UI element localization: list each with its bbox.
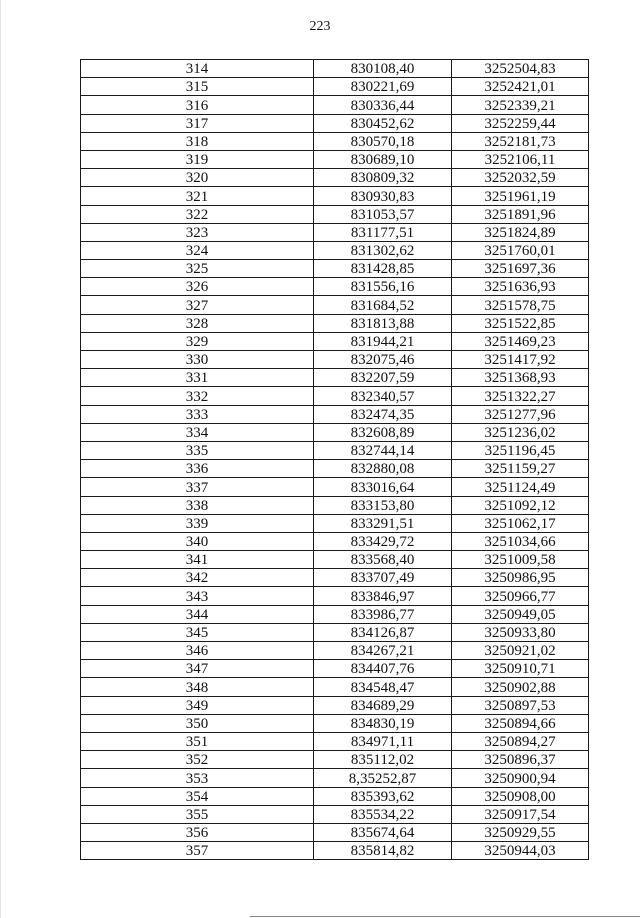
y-coordinate-cell: 3251824,89 bbox=[452, 223, 589, 241]
point-number-cell: 321 bbox=[81, 187, 314, 205]
x-coordinate-cell: 835814,82 bbox=[314, 842, 452, 860]
x-coordinate-cell: 831684,52 bbox=[314, 296, 452, 314]
y-coordinate-cell: 3250894,66 bbox=[452, 714, 589, 732]
table-row bbox=[81, 696, 589, 714]
point-number-cell: 332 bbox=[81, 387, 314, 405]
coordinates-table bbox=[80, 59, 589, 860]
y-coordinate-cell: 3251636,93 bbox=[452, 278, 589, 296]
x-coordinate-cell: 833568,40 bbox=[314, 551, 452, 569]
y-coordinate-cell: 3251578,75 bbox=[452, 296, 589, 314]
point-number-cell: 318 bbox=[81, 132, 314, 150]
point-number-cell: 336 bbox=[81, 460, 314, 478]
y-coordinate-cell: 3251277,96 bbox=[452, 405, 589, 423]
table-row bbox=[81, 405, 589, 423]
y-coordinate-cell: 3250986,95 bbox=[452, 569, 589, 587]
table-row bbox=[81, 369, 589, 387]
point-number-cell: 319 bbox=[81, 150, 314, 168]
point-number-cell: 322 bbox=[81, 205, 314, 223]
y-coordinate-cell: 3250900,94 bbox=[452, 769, 589, 787]
x-coordinate-cell: 833016,64 bbox=[314, 478, 452, 496]
y-coordinate-cell: 3250921,02 bbox=[452, 642, 589, 660]
x-coordinate-cell: 830570,18 bbox=[314, 132, 452, 150]
table-row bbox=[81, 351, 589, 369]
table-row bbox=[81, 460, 589, 478]
y-coordinate-cell: 3251062,17 bbox=[452, 514, 589, 532]
x-coordinate-cell: 834548,47 bbox=[314, 678, 452, 696]
table-row bbox=[81, 187, 589, 205]
table-row bbox=[81, 605, 589, 623]
point-number-cell: 351 bbox=[81, 732, 314, 750]
x-coordinate-cell: 830809,32 bbox=[314, 169, 452, 187]
point-number-cell: 342 bbox=[81, 569, 314, 587]
point-number-cell: 345 bbox=[81, 623, 314, 641]
x-coordinate-cell: 8,35252,87 bbox=[314, 769, 452, 787]
x-coordinate-cell: 832075,46 bbox=[314, 351, 452, 369]
x-coordinate-cell: 834267,21 bbox=[314, 642, 452, 660]
table-row bbox=[81, 805, 589, 823]
x-coordinate-cell: 835112,02 bbox=[314, 751, 452, 769]
scan-edge-line bbox=[0, 0, 1, 918]
table-row bbox=[81, 332, 589, 350]
y-coordinate-cell: 3251522,85 bbox=[452, 314, 589, 332]
y-coordinate-cell: 3252259,44 bbox=[452, 114, 589, 132]
point-number-cell: 352 bbox=[81, 751, 314, 769]
point-number-cell: 346 bbox=[81, 642, 314, 660]
point-number-cell: 323 bbox=[81, 223, 314, 241]
table-row bbox=[81, 514, 589, 532]
y-coordinate-cell: 3250896,37 bbox=[452, 751, 589, 769]
x-coordinate-cell: 831302,62 bbox=[314, 241, 452, 259]
x-coordinate-cell: 830221,69 bbox=[314, 78, 452, 96]
point-number-cell: 340 bbox=[81, 532, 314, 550]
y-coordinate-cell: 3251760,01 bbox=[452, 241, 589, 259]
point-number-cell: 330 bbox=[81, 351, 314, 369]
x-coordinate-cell: 830336,44 bbox=[314, 96, 452, 114]
point-number-cell: 325 bbox=[81, 260, 314, 278]
point-number-cell: 314 bbox=[81, 60, 314, 78]
table-row bbox=[81, 569, 589, 587]
y-coordinate-cell: 3250917,54 bbox=[452, 805, 589, 823]
page-number: 223 bbox=[309, 19, 331, 34]
y-coordinate-cell: 3251124,49 bbox=[452, 478, 589, 496]
table-row bbox=[81, 441, 589, 459]
y-coordinate-cell: 3251697,36 bbox=[452, 260, 589, 278]
point-number-cell: 344 bbox=[81, 605, 314, 623]
point-number-cell: 331 bbox=[81, 369, 314, 387]
point-number-cell: 350 bbox=[81, 714, 314, 732]
page-bottom-edge bbox=[250, 916, 640, 917]
point-number-cell: 338 bbox=[81, 496, 314, 514]
table-row bbox=[81, 423, 589, 441]
table-row bbox=[81, 496, 589, 514]
table-row bbox=[81, 587, 589, 605]
point-number-cell: 339 bbox=[81, 514, 314, 532]
x-coordinate-cell: 833153,80 bbox=[314, 496, 452, 514]
point-number-cell: 317 bbox=[81, 114, 314, 132]
point-number-cell: 343 bbox=[81, 587, 314, 605]
point-number-cell: 354 bbox=[81, 787, 314, 805]
table-row bbox=[81, 260, 589, 278]
table-row bbox=[81, 114, 589, 132]
table-row bbox=[81, 205, 589, 223]
point-number-cell: 328 bbox=[81, 314, 314, 332]
y-coordinate-cell: 3252504,83 bbox=[452, 60, 589, 78]
y-coordinate-cell: 3252421,01 bbox=[452, 78, 589, 96]
table-row bbox=[81, 314, 589, 332]
x-coordinate-cell: 830108,40 bbox=[314, 60, 452, 78]
x-coordinate-cell: 833707,49 bbox=[314, 569, 452, 587]
table-row bbox=[81, 551, 589, 569]
table-row bbox=[81, 241, 589, 259]
table-row bbox=[81, 787, 589, 805]
point-number-cell: 347 bbox=[81, 660, 314, 678]
table-row bbox=[81, 296, 589, 314]
table-row bbox=[81, 223, 589, 241]
table-row bbox=[81, 732, 589, 750]
y-coordinate-cell: 3250910,71 bbox=[452, 660, 589, 678]
point-number-cell: 324 bbox=[81, 241, 314, 259]
coordinates-table-body bbox=[81, 60, 589, 860]
x-coordinate-cell: 834407,76 bbox=[314, 660, 452, 678]
point-number-cell: 335 bbox=[81, 441, 314, 459]
point-number-cell: 355 bbox=[81, 805, 314, 823]
x-coordinate-cell: 830930,83 bbox=[314, 187, 452, 205]
table-row bbox=[81, 78, 589, 96]
y-coordinate-cell: 3250894,27 bbox=[452, 732, 589, 750]
table-row bbox=[81, 387, 589, 405]
table-row bbox=[81, 823, 589, 841]
y-coordinate-cell: 3250902,88 bbox=[452, 678, 589, 696]
x-coordinate-cell: 833429,72 bbox=[314, 532, 452, 550]
y-coordinate-cell: 3251891,96 bbox=[452, 205, 589, 223]
x-coordinate-cell: 835393,62 bbox=[314, 787, 452, 805]
y-coordinate-cell: 3251034,66 bbox=[452, 532, 589, 550]
x-coordinate-cell: 832744,14 bbox=[314, 441, 452, 459]
point-number-cell: 349 bbox=[81, 696, 314, 714]
point-number-cell: 348 bbox=[81, 678, 314, 696]
point-number-cell: 341 bbox=[81, 551, 314, 569]
point-number-cell: 353 bbox=[81, 769, 314, 787]
y-coordinate-cell: 3250966,77 bbox=[452, 587, 589, 605]
y-coordinate-cell: 3251009,58 bbox=[452, 551, 589, 569]
y-coordinate-cell: 3250933,80 bbox=[452, 623, 589, 641]
y-coordinate-cell: 3250908,00 bbox=[452, 787, 589, 805]
x-coordinate-cell: 835674,64 bbox=[314, 823, 452, 841]
x-coordinate-cell: 833986,77 bbox=[314, 605, 452, 623]
x-coordinate-cell: 831177,51 bbox=[314, 223, 452, 241]
y-coordinate-cell: 3251236,02 bbox=[452, 423, 589, 441]
point-number-cell: 320 bbox=[81, 169, 314, 187]
y-coordinate-cell: 3250929,55 bbox=[452, 823, 589, 841]
y-coordinate-cell: 3251159,27 bbox=[452, 460, 589, 478]
x-coordinate-cell: 831813,88 bbox=[314, 314, 452, 332]
x-coordinate-cell: 832880,08 bbox=[314, 460, 452, 478]
x-coordinate-cell: 834830,19 bbox=[314, 714, 452, 732]
x-coordinate-cell: 832608,89 bbox=[314, 423, 452, 441]
y-coordinate-cell: 3251417,92 bbox=[452, 351, 589, 369]
table-row bbox=[81, 678, 589, 696]
y-coordinate-cell: 3251322,27 bbox=[452, 387, 589, 405]
table-row bbox=[81, 278, 589, 296]
point-number-cell: 329 bbox=[81, 332, 314, 350]
table-row bbox=[81, 642, 589, 660]
x-coordinate-cell: 833846,97 bbox=[314, 587, 452, 605]
x-coordinate-cell: 833291,51 bbox=[314, 514, 452, 532]
x-coordinate-cell: 831428,85 bbox=[314, 260, 452, 278]
x-coordinate-cell: 832340,57 bbox=[314, 387, 452, 405]
point-number-cell: 326 bbox=[81, 278, 314, 296]
point-number-cell: 334 bbox=[81, 423, 314, 441]
y-coordinate-cell: 3251368,93 bbox=[452, 369, 589, 387]
x-coordinate-cell: 834971,11 bbox=[314, 732, 452, 750]
point-number-cell: 327 bbox=[81, 296, 314, 314]
table-row bbox=[81, 842, 589, 860]
point-number-cell: 315 bbox=[81, 78, 314, 96]
y-coordinate-cell: 3252032,59 bbox=[452, 169, 589, 187]
y-coordinate-cell: 3252106,11 bbox=[452, 150, 589, 168]
x-coordinate-cell: 830452,62 bbox=[314, 114, 452, 132]
table-row bbox=[81, 169, 589, 187]
point-number-cell: 316 bbox=[81, 96, 314, 114]
x-coordinate-cell: 831944,21 bbox=[314, 332, 452, 350]
point-number-cell: 357 bbox=[81, 842, 314, 860]
point-number-cell: 337 bbox=[81, 478, 314, 496]
y-coordinate-cell: 3250944,03 bbox=[452, 842, 589, 860]
y-coordinate-cell: 3251961,19 bbox=[452, 187, 589, 205]
table-row bbox=[81, 150, 589, 168]
x-coordinate-cell: 834689,29 bbox=[314, 696, 452, 714]
table-row bbox=[81, 532, 589, 550]
y-coordinate-cell: 3251092,12 bbox=[452, 496, 589, 514]
x-coordinate-cell: 832207,59 bbox=[314, 369, 452, 387]
point-number-cell: 356 bbox=[81, 823, 314, 841]
table-row bbox=[81, 714, 589, 732]
x-coordinate-cell: 834126,87 bbox=[314, 623, 452, 641]
table-row bbox=[81, 623, 589, 641]
table-row bbox=[81, 96, 589, 114]
x-coordinate-cell: 830689,10 bbox=[314, 150, 452, 168]
table-row bbox=[81, 751, 589, 769]
x-coordinate-cell: 835534,22 bbox=[314, 805, 452, 823]
x-coordinate-cell: 832474,35 bbox=[314, 405, 452, 423]
table-row bbox=[81, 769, 589, 787]
table-row bbox=[81, 478, 589, 496]
point-number-cell: 333 bbox=[81, 405, 314, 423]
y-coordinate-cell: 3252181,73 bbox=[452, 132, 589, 150]
y-coordinate-cell: 3251469,23 bbox=[452, 332, 589, 350]
y-coordinate-cell: 3251196,45 bbox=[452, 441, 589, 459]
y-coordinate-cell: 3250949,05 bbox=[452, 605, 589, 623]
y-coordinate-cell: 3252339,21 bbox=[452, 96, 589, 114]
table-row bbox=[81, 60, 589, 78]
table-row bbox=[81, 132, 589, 150]
y-coordinate-cell: 3250897,53 bbox=[452, 696, 589, 714]
x-coordinate-cell: 831556,16 bbox=[314, 278, 452, 296]
table-row bbox=[81, 660, 589, 678]
x-coordinate-cell: 831053,57 bbox=[314, 205, 452, 223]
